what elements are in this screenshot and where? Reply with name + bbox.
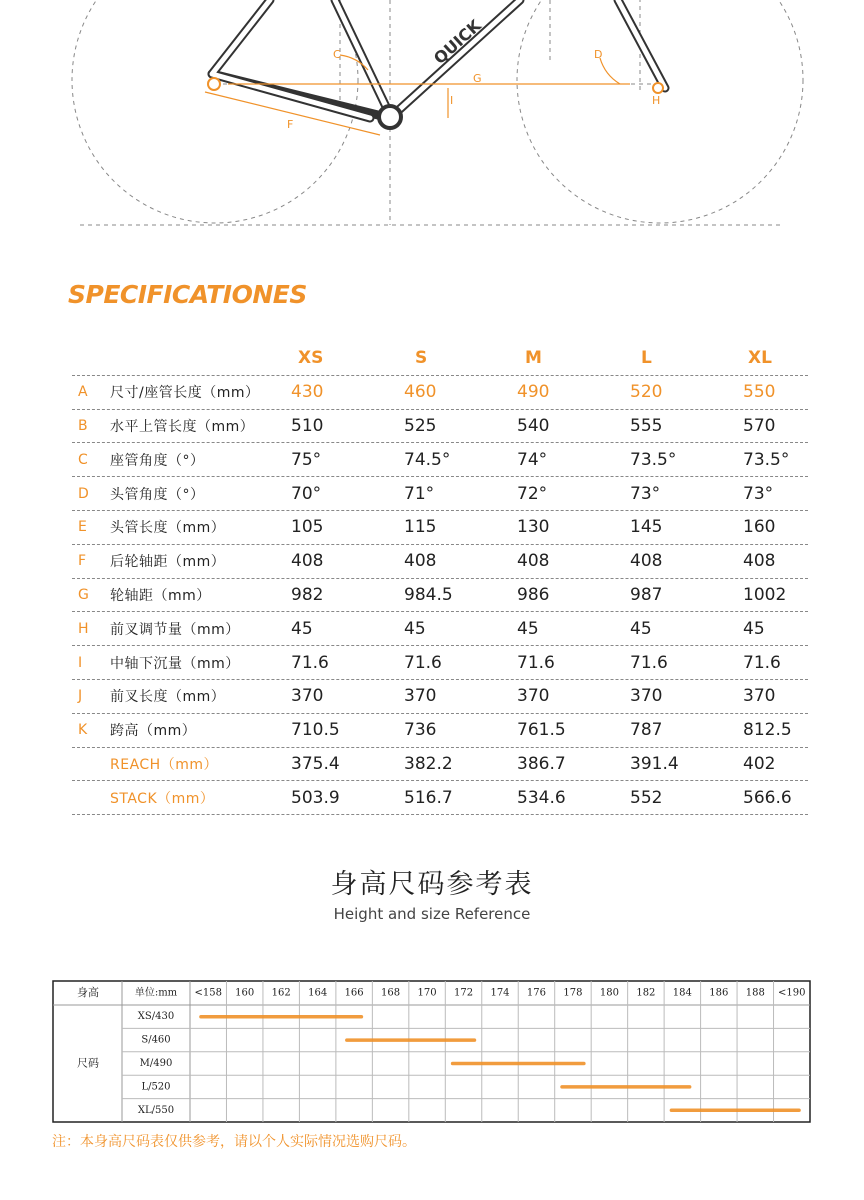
height-tick-label: 162 [271,987,291,999]
spec-value: 70° [291,483,322,504]
size-header: S [415,348,428,369]
height-tick-label: 160 [235,987,255,999]
size-row-label: XL/550 [137,1104,175,1116]
spec-letter: K [78,722,88,739]
spec-row [72,781,808,815]
spec-value: 550 [743,382,776,403]
height-tick-label: 184 [672,987,692,999]
spec-value: 555 [630,415,663,436]
spec-value: 115 [404,517,437,538]
spec-value: 370 [291,686,324,707]
specifications-table [72,342,808,815]
height-tick-label: <190 [778,987,806,999]
spec-value: 812.5 [743,720,792,741]
dim-label-d: D [594,48,603,61]
spec-value: 430 [291,382,324,403]
bike-geometry-diagram [0,0,864,240]
dim-label-g: G [473,72,482,85]
height-tick-label: <158 [194,987,222,999]
spec-label: 头管长度（mm） [110,520,226,537]
height-tick-label: 178 [563,987,583,999]
spec-row [72,477,808,511]
spec-value: 408 [630,551,663,572]
spec-letter: E [78,519,87,536]
spec-value: 1002 [743,584,787,605]
spec-letter: G [78,586,89,603]
spec-row [72,612,808,646]
spec-letter: A [78,384,88,401]
spec-value: 525 [404,415,437,436]
front-axle [653,83,663,93]
spec-value: 370 [743,686,776,707]
spec-value: 160 [743,517,776,538]
spec-row [72,545,808,579]
spec-label: 后轮轴距（mm） [110,554,226,571]
spec-letter: B [78,417,88,434]
height-tick-label: 188 [745,987,765,999]
rear-wheel-outline [72,0,358,223]
spec-value: 408 [743,551,776,572]
spec-value: 73.5° [743,449,790,470]
spec-value: 375.4 [291,753,340,774]
spec-value: 45 [517,618,539,639]
spec-value: 145 [630,517,663,538]
size-reference-title: 身高尺码参考表 [330,869,534,900]
spec-value: 534.6 [517,787,566,808]
spec-value: 761.5 [517,720,566,741]
front-wheel-outline [517,0,803,223]
spec-value: 540 [517,415,550,436]
size-header: M [525,348,542,369]
spec-value: 45 [404,618,426,639]
spec-value: 503.9 [291,787,340,808]
size-row-label: M/490 [139,1058,173,1069]
disclaimer-note: 注：本身高尺码表仅供参考，请以个人实际情况选购尺码。 [52,1134,416,1150]
height-tick-label: 186 [709,987,729,999]
spec-label: 头管角度（°） [110,486,205,503]
spec-label: 中轴下沉量（mm） [110,655,240,672]
spec-row [72,511,808,545]
spec-value: 566.6 [743,787,792,808]
spec-letter: C [78,451,88,468]
spec-header-row [72,342,808,376]
spec-value: 105 [291,517,324,538]
spec-value: 370 [630,686,663,707]
height-tick-label: 164 [308,987,328,999]
size-reference-subtitle: Height and size Reference [333,905,531,923]
spec-label: 前叉调节量（mm） [110,621,240,638]
dim-label-h: H [652,94,661,107]
spec-value: 71.6 [404,652,442,673]
rear-axle [208,78,220,90]
spec-value: 408 [291,551,324,572]
spec-value: 460 [404,382,437,403]
header-unit-label: 单位:mm [134,987,178,999]
spec-value: 516.7 [404,787,453,808]
size-row-label: S/460 [141,1034,171,1046]
height-tick-label: 174 [490,987,510,999]
header-height-label: 身高 [77,986,99,999]
height-tick-label: 170 [417,987,437,999]
size-header: XL [748,348,772,369]
spec-value: 71° [404,483,435,504]
dim-label-f: F [287,118,294,131]
spec-value: 490 [517,382,550,403]
spec-value: 987 [630,584,663,605]
spec-value: 45 [291,618,313,639]
spec-value: 570 [743,415,776,436]
spec-value: 402 [743,753,776,774]
spec-value: 72° [517,483,548,504]
spec-value: 408 [517,551,550,572]
spec-row [72,579,808,613]
spec-value: 386.7 [517,753,566,774]
spec-letter: J [78,688,83,705]
spec-letter: H [78,620,89,637]
spec-value: 130 [517,517,550,538]
height-tick-label: 176 [526,987,547,999]
spec-row [72,443,808,477]
spec-label: REACH（mm） [110,756,218,773]
spec-label: STACK（mm） [110,790,215,807]
spec-row [72,680,808,714]
spec-value: 73° [743,483,774,504]
spec-value: 73° [630,483,661,504]
chart-border [53,981,810,1122]
spec-row [72,376,808,410]
spec-letter: D [78,485,89,502]
spec-row [72,748,808,782]
spec-label: 轮轴距（mm） [110,587,211,604]
size-column-label: 尺码 [77,1056,99,1070]
height-tick-label: 168 [381,987,401,999]
bottom-bracket [379,106,401,128]
spec-row [72,646,808,680]
specifications-title: SPECIFICATIONES [68,280,307,309]
height-tick-label: 180 [599,987,619,999]
dim-label-i: I [450,94,454,107]
spec-value: 71.6 [517,652,555,673]
spec-letter: I [78,654,83,671]
spec-value: 71.6 [743,652,781,673]
spec-value: 736 [404,720,437,741]
spec-row [72,410,808,444]
size-header: L [641,348,652,369]
height-tick-label: 166 [344,987,364,999]
brand-logo: QUICK [429,15,485,68]
dim-label-c: C [333,48,341,61]
spec-label: 前叉长度（mm） [110,689,226,706]
spec-label: 座管角度（°） [110,452,205,469]
spec-value: 74.5° [404,449,451,470]
spec-value: 510 [291,415,324,436]
spec-value: 986 [517,584,550,605]
spec-value: 984.5 [404,584,453,605]
spec-value: 71.6 [291,652,329,673]
spec-label: 跨高（mm） [110,723,197,740]
size-header: XS [298,348,324,369]
spec-label: 尺寸/座管长度（mm） [110,385,260,402]
spec-value: 73.5° [630,449,677,470]
spec-value: 370 [404,686,437,707]
size-row-label: XS/430 [137,1011,175,1023]
spec-value: 370 [517,686,550,707]
size-row-label: L/520 [141,1081,171,1093]
spec-value: 45 [743,618,765,639]
spec-value: 45 [630,618,652,639]
height-tick-label: 182 [636,987,656,999]
spec-value: 552 [630,787,663,808]
spec-value: 520 [630,382,663,403]
spec-row [72,714,808,748]
height-tick-label: 172 [453,987,474,999]
spec-label: 水平上管长度（mm） [110,418,255,435]
spec-letter: F [78,553,87,570]
spec-value: 710.5 [291,720,340,741]
spec-value: 71.6 [630,652,668,673]
spec-value: 787 [630,720,663,741]
spec-value: 391.4 [630,753,679,774]
spec-value: 75° [291,449,322,470]
spec-value: 382.2 [404,753,453,774]
spec-value: 74° [517,449,548,470]
spec-value: 408 [404,551,437,572]
spec-value: 982 [291,584,324,605]
